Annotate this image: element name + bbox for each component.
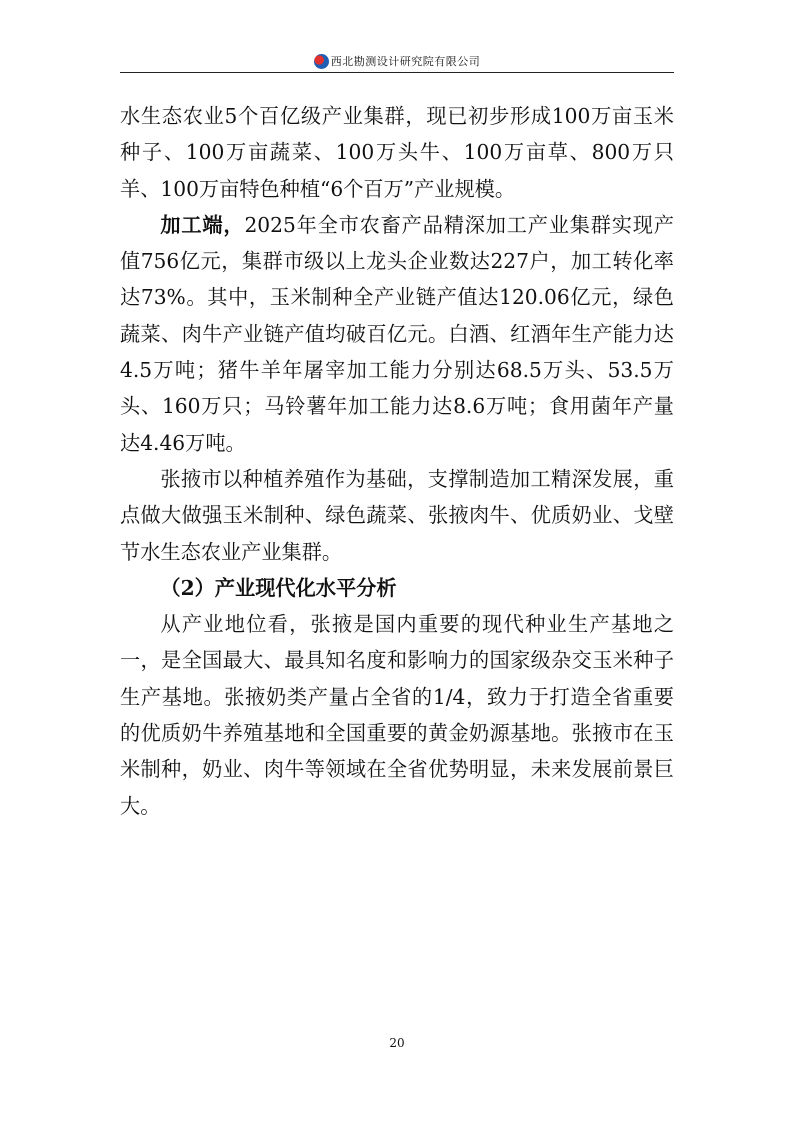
paragraph-continuation: 水生态农业5个百亿级产业集群，现已初步形成100万亩玉米种子、100万亩蔬菜、100万头牛、100万亩草、800万只羊、100万亩特色种植“6个百万”产业规模。 — [120, 104, 674, 201]
section-subheading: （2）产业现代化水平分析 — [160, 575, 397, 600]
paragraph-processing-body: 2025年全市农畜产品精深加工产业集群实现产值756亿元，集群市级以上龙头企业数达227户，加工转化率达73%。其中，玉米制种全产业链产值达120.06亿元，绿色蔬菜、肉牛产业链产值均破百亿元。白酒、红酒年生产能力达4.5万吨；猪牛羊年屠宰加工能力分别达68.5万头、53.5万头、160万只；马铃薯年加工能力达8.6万吨；食用菌年产量达4.46万吨。 — [120, 212, 674, 455]
page-header — [120, 50, 674, 73]
paragraph-industry-position: 从产业地位看，张掖是国内重要的现代种业生产基地之一，是全国最大、最具知名度和影响力的国家级杂交玉米种子生产基地。张掖奶类产量占全省的1/4，致力于打造全省重要的优质奶牛养殖基地和全国重要的黄金奶源基地。张掖市在玉米制种，奶业、肉牛等领域在全省优势明显，未来发展前景巨大。 — [120, 612, 674, 818]
header-organization: 西北勘测设计研究院有限公司 — [330, 55, 481, 68]
page-number: 20 — [389, 1036, 405, 1050]
document-body — [120, 98, 674, 824]
paragraph-foundation: 张掖市以种植养殖作为基础，支撑制造加工精深发展，重点做大做强玉米制种、绿色蔬菜、张掖肉牛、优质奶业、戈壁节水生态农业产业集群。 — [120, 466, 674, 564]
company-logo-icon — [314, 54, 329, 69]
paragraph-processing — [120, 207, 674, 461]
paragraph-lead-term: 加工端， — [160, 212, 245, 237]
